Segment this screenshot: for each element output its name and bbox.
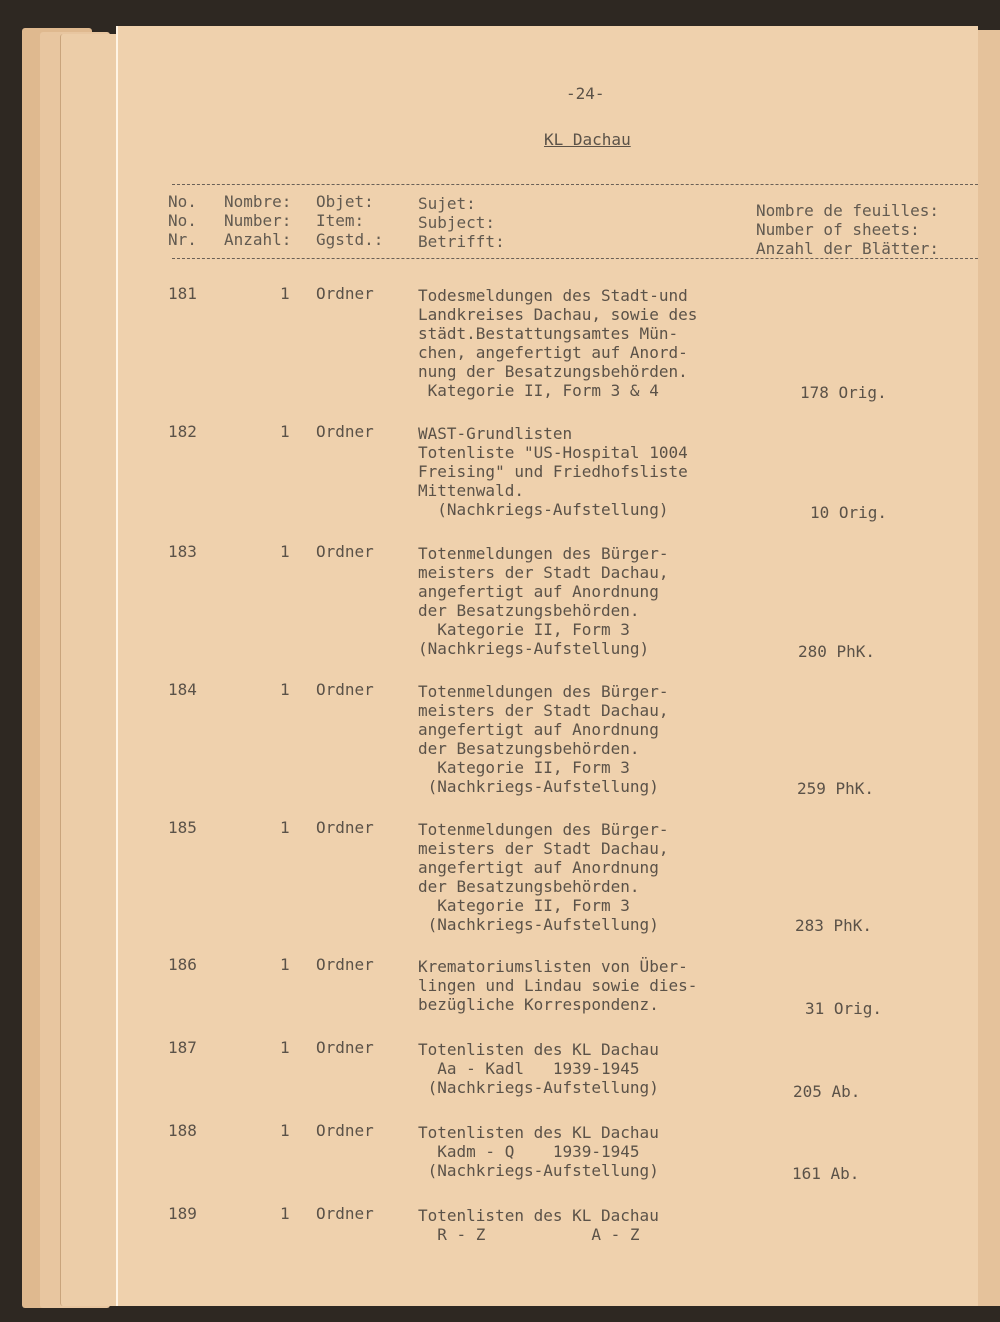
entry-description-line: Totenlisten des KL Dachau (418, 1040, 659, 1059)
entry-description-line: lingen und Lindau sowie dies- (418, 976, 698, 995)
entry-description-line: Aa - Kadl 1939-1945 (418, 1059, 640, 1078)
page-stack-edge (60, 34, 121, 1306)
entry-sheet-count: 161 Ab. (792, 1164, 860, 1183)
entry-description-line: städt.Bestattungsamtes Mün- (418, 324, 679, 343)
entry-number: 184 (168, 680, 197, 699)
entry-description-line: angefertigt auf Anordnung (418, 720, 659, 739)
entry-description-line: Landkreises Dachau, sowie des (418, 305, 698, 324)
col-item-fr: Objet: (316, 192, 374, 211)
entry-count: 1 (280, 1204, 290, 1223)
header-rule-bottom (172, 258, 978, 259)
entry-description-line: Todesmeldungen des Stadt-und (418, 286, 688, 305)
entry-description-line: der Besatzungsbehörden. (418, 877, 640, 896)
entry-number: 188 (168, 1121, 197, 1140)
entry-description-line: (Nachkriegs-Aufstellung) (418, 777, 659, 796)
entry-description-line: WAST-Grundlisten (418, 424, 573, 443)
document-title: KL Dachau (544, 130, 631, 149)
entry-description-line: Totenmeldungen des Bürger- (418, 820, 669, 839)
entry-description-line: der Besatzungsbehörden. (418, 601, 640, 620)
entry-count: 1 (280, 818, 290, 837)
col-subject-de: Betrifft: (418, 232, 505, 251)
entry-description-line: Freising" und Friedhofsliste (418, 462, 688, 481)
col-sheets-en: Number of sheets: (756, 220, 920, 239)
page-number: -24- (566, 84, 605, 103)
header-rule-top (172, 184, 978, 185)
entry-sheet-count: 178 Orig. (800, 383, 887, 402)
entry-count: 1 (280, 680, 290, 699)
entry-item: Ordner (316, 818, 374, 837)
entry-number: 189 (168, 1204, 197, 1223)
entry-description-line: meisters der Stadt Dachau, (418, 839, 669, 858)
entry-sheet-count: 280 PhK. (798, 642, 876, 661)
entry-count: 1 (280, 422, 290, 441)
entry-description-line: Krematoriumslisten von Über- (418, 957, 688, 976)
entry-description-line: Totenmeldungen des Bürger- (418, 682, 669, 701)
entry-count: 1 (280, 1121, 290, 1140)
col-subject-fr: Sujet: (418, 194, 476, 213)
entry-sheet-count: 205 Ab. (793, 1082, 861, 1101)
entry-sheet-count: 31 Orig. (805, 999, 883, 1018)
entry-description-line: R - Z A - Z (418, 1225, 640, 1244)
entry-description-line: chen, angefertigt auf Anord- (418, 343, 688, 362)
entry-description-line: Kategorie II, Form 3 (418, 896, 630, 915)
entry-description-line: (Nachkriegs-Aufstellung) (418, 500, 669, 519)
entry-description-line: (Nachkriegs-Aufstellung) (418, 1078, 659, 1097)
entry-description-line: meisters der Stadt Dachau, (418, 701, 669, 720)
entry-description-line: bezügliche Korrespondenz. (418, 995, 659, 1014)
entry-number: 185 (168, 818, 197, 837)
entry-item: Ordner (316, 542, 374, 561)
col-no-en: No. (168, 211, 197, 230)
col-count-fr: Nombre: (224, 192, 292, 211)
entry-item: Ordner (316, 1204, 374, 1223)
entry-number: 187 (168, 1038, 197, 1057)
col-sheets-fr: Nombre de feuilles: (756, 201, 940, 220)
entry-count: 1 (280, 542, 290, 561)
facing-page-edge (978, 30, 1000, 1306)
entry-description-line: Mittenwald. (418, 481, 524, 500)
entry-item: Ordner (316, 1038, 374, 1057)
entry-description-line: angefertigt auf Anordnung (418, 858, 659, 877)
entry-description-line: meisters der Stadt Dachau, (418, 563, 669, 582)
entry-item: Ordner (316, 955, 374, 974)
entry-item: Ordner (316, 680, 374, 699)
col-count-de: Anzahl: (224, 230, 292, 249)
entry-count: 1 (280, 284, 290, 303)
entry-description-line: Kadm - Q 1939-1945 (418, 1142, 640, 1161)
entry-description-line: (Nachkriegs-Aufstellung) (418, 1161, 659, 1180)
entry-description-line: (Nachkriegs-Aufstellung) (418, 915, 659, 934)
entry-description-line: (Nachkriegs-Aufstellung) (418, 639, 650, 658)
entry-description-line: Kategorie II, Form 3 (418, 758, 630, 777)
entry-description-line: Kategorie II, Form 3 (418, 620, 630, 639)
col-no-de: Nr. (168, 230, 197, 249)
entry-description-line: der Besatzungsbehörden. (418, 739, 640, 758)
entry-number: 183 (168, 542, 197, 561)
col-no-fr: No. (168, 192, 197, 211)
entry-item: Ordner (316, 1121, 374, 1140)
entry-item: Ordner (316, 422, 374, 441)
entry-sheet-count: 283 PhK. (795, 916, 873, 935)
entry-count: 1 (280, 1038, 290, 1057)
col-subject-en: Subject: (418, 213, 496, 232)
entry-description-line: Kategorie II, Form 3 & 4 (418, 381, 659, 400)
entry-item: Ordner (316, 284, 374, 303)
entry-sheet-count: 259 PhK. (797, 779, 875, 798)
entry-number: 181 (168, 284, 197, 303)
col-count-en: Number: (224, 211, 292, 230)
entry-description-line: angefertigt auf Anordnung (418, 582, 659, 601)
entry-description-line: Totenlisten des KL Dachau (418, 1123, 659, 1142)
entry-count: 1 (280, 955, 290, 974)
col-item-de: Ggstd.: (316, 230, 384, 249)
col-sheets-de: Anzahl der Blätter: (756, 239, 940, 258)
entry-number: 186 (168, 955, 197, 974)
entry-description-line: Totenliste "US-Hospital 1004 (418, 443, 688, 462)
col-item-en: Item: (316, 211, 365, 230)
entry-description-line: nung der Besatzungsbehörden. (418, 362, 688, 381)
entry-number: 182 (168, 422, 197, 441)
entry-description-line: Totenlisten des KL Dachau (418, 1206, 659, 1225)
entry-sheet-count: 10 Orig. (810, 503, 888, 522)
entry-description-line: Totenmeldungen des Bürger- (418, 544, 669, 563)
